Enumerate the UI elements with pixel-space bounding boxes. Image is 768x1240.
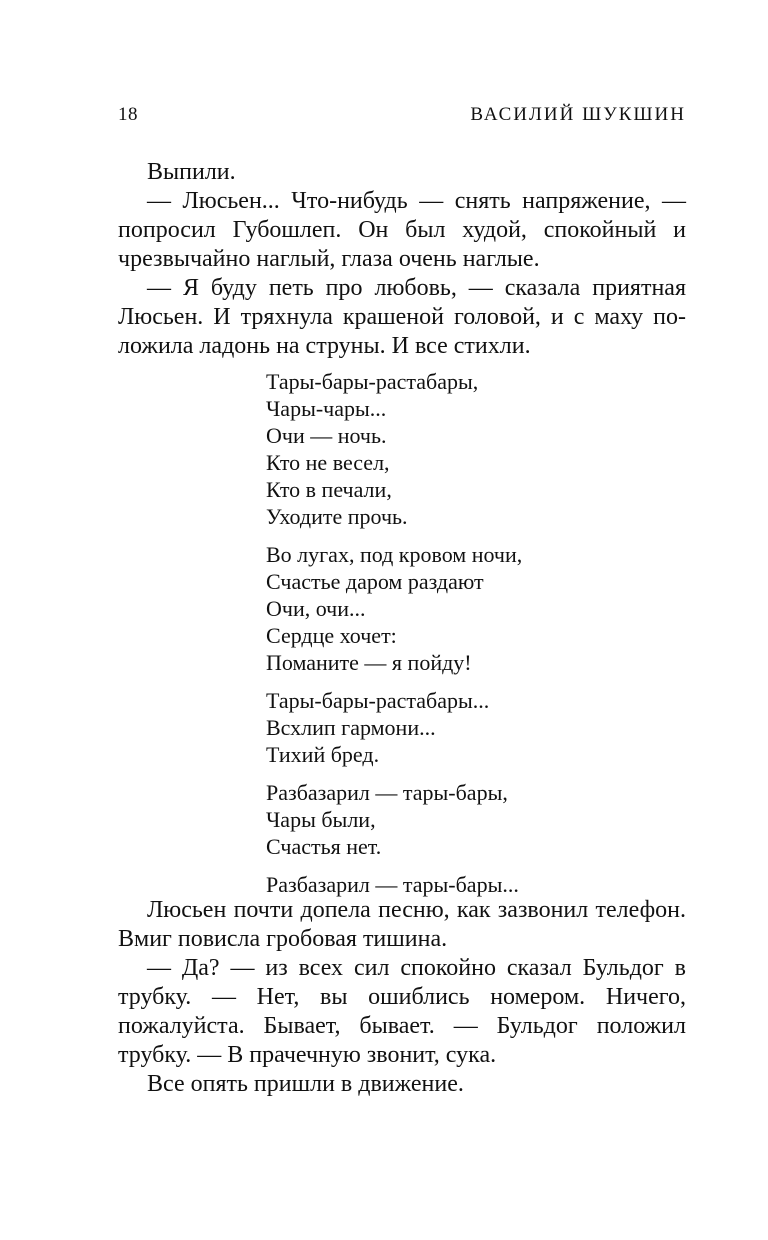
stanza [266,779,522,860]
paragraph: Люсьен почти допела песню, как зазвонил телефон. Вмиг повисла гробовая тишина. [118,897,686,952]
poem-line: Чары-чары... [266,396,387,421]
prose-top [118,158,686,361]
poem-line: Очи — ночь. [266,423,387,448]
paragraph: — Да? — из всех сил спокойно сказал Бульдог в трубку. — Нет, вы ошиблись номером. Ничего, пожалуйста. Бывает, бывает. — Бульдог положил трубку. — В прачечную звонит, сука. [118,955,686,1068]
poem-line: Счастья нет. [266,834,382,859]
poem-line: Тары-бары-растабары, [266,369,479,394]
poem-line: Разбазарил — тары-бары, [266,780,508,805]
stanza [266,687,522,768]
stanza [266,541,522,676]
poem [266,368,522,909]
poem-line: Разбазарил — тары-бары... [266,872,519,897]
poem-line: Сердце хочет: [266,623,397,648]
poem-line: Уходите прочь. [266,504,408,529]
prose-bottom [118,896,686,1099]
paragraph: — Я буду петь про любовь, — сказала приятная Люсьен. И тряхнула крашеной головой, и с маху положила ладонь на струны. И все стихли. [118,275,686,359]
stanza [266,368,522,530]
poem-line: Очи, очи... [266,596,366,621]
stanza [266,871,522,898]
paragraph: Выпили. [147,159,236,185]
page-number: 18 [118,104,138,125]
poem-line: Тары-бары-растабары... [266,688,490,713]
poem-line: Кто не весел, [266,450,390,475]
poem-line: Кто в печали, [266,477,392,502]
paragraph: — Люсьен... Что-нибудь — снять напряжение, — попросил Губошлеп. Он был худой, спокойный и чрезвычайно наглый, глаза очень наглые. [118,188,686,272]
poem-line: Всхлип гармони... [266,715,436,740]
poem-line: Тихий бред. [266,742,380,767]
running-title: ВАСИЛИЙ ШУКШИН [470,104,686,125]
poem-line: Счастье даром раздают [266,569,484,594]
poem-line: Чары были, [266,807,376,832]
poem-line: Во лугах, под кровом ночи, [266,542,523,567]
paragraph: Все опять пришли в движение. [147,1071,464,1097]
poem-line: Поманите — я пойду! [266,650,472,675]
